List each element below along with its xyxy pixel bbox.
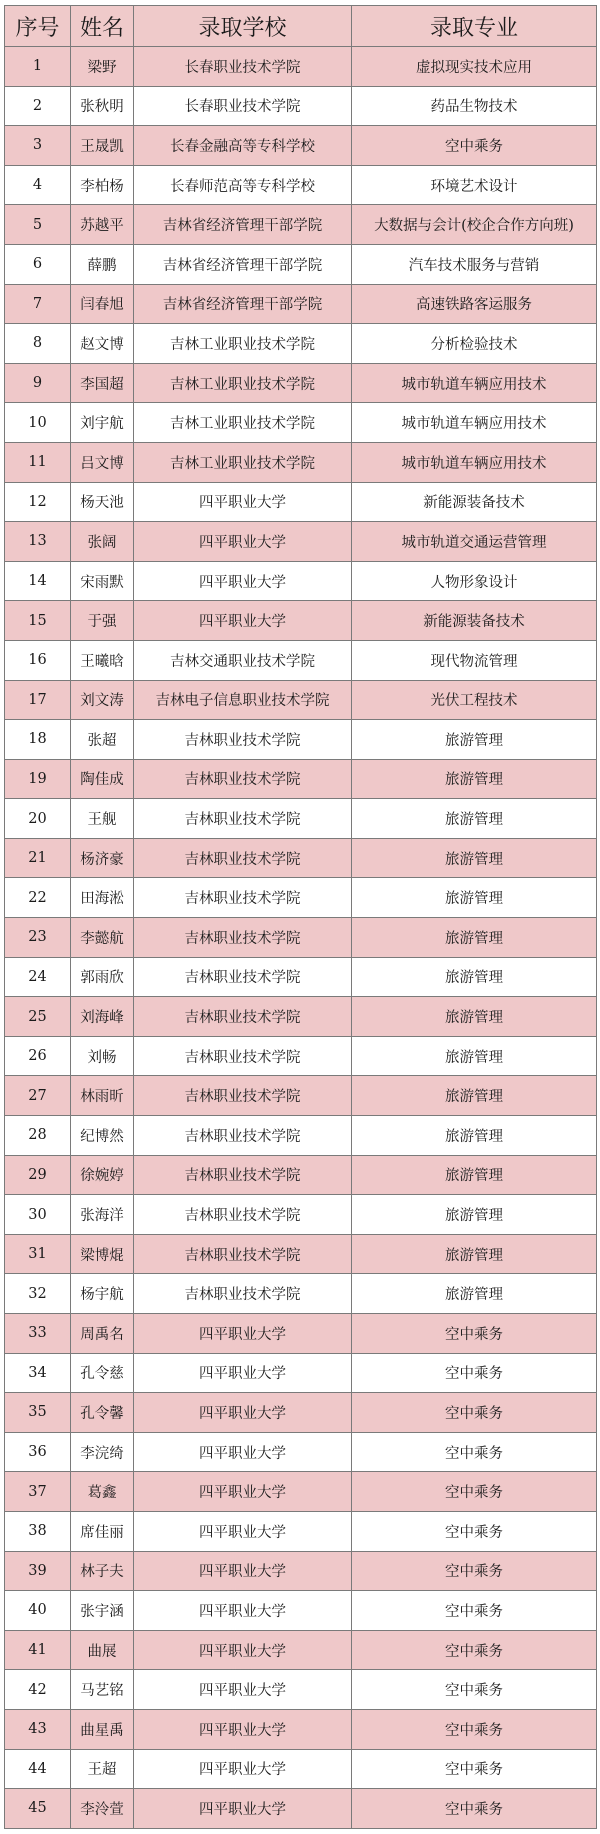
cell-name: 孔令馨 (71, 1393, 134, 1433)
cell-major: 空中乘务 (352, 1709, 597, 1749)
table-row (5, 165, 597, 205)
cell-school: 四平职业大学 (134, 1709, 352, 1749)
cell-major: 旅游管理 (352, 1155, 597, 1195)
cell-school: 吉林省经济管理干部学院 (134, 205, 352, 245)
cell-name: 王超 (71, 1749, 134, 1789)
table-row (5, 640, 597, 680)
table-row (5, 957, 597, 997)
cell-school: 四平职业大学 (134, 1630, 352, 1670)
table-row (5, 1472, 597, 1512)
cell-major: 旅游管理 (352, 1195, 597, 1235)
cell-major: 空中乘务 (352, 1393, 597, 1433)
table-row (5, 1709, 597, 1749)
cell-index: 8 (5, 324, 71, 364)
cell-school: 四平职业大学 (134, 1511, 352, 1551)
table-row (5, 601, 597, 641)
cell-major: 分析检验技术 (352, 324, 597, 364)
cell-school: 吉林职业技术学院 (134, 1116, 352, 1156)
cell-major: 空中乘务 (352, 1670, 597, 1710)
cell-name: 郭雨欣 (71, 957, 134, 997)
cell-school: 四平职业大学 (134, 522, 352, 562)
cell-school: 吉林职业技术学院 (134, 1234, 352, 1274)
cell-name: 梁野 (71, 47, 134, 87)
cell-major: 空中乘务 (352, 1551, 597, 1591)
cell-index: 11 (5, 442, 71, 482)
cell-index: 44 (5, 1749, 71, 1789)
cell-index: 43 (5, 1709, 71, 1749)
cell-major: 旅游管理 (352, 878, 597, 918)
table-row (5, 1432, 597, 1472)
cell-major: 空中乘务 (352, 1789, 597, 1829)
cell-name: 陶佳成 (71, 759, 134, 799)
cell-major: 旅游管理 (352, 1116, 597, 1156)
cell-index: 29 (5, 1155, 71, 1195)
table-row (5, 1314, 597, 1354)
cell-index: 32 (5, 1274, 71, 1314)
table-row (5, 1353, 597, 1393)
cell-school: 四平职业大学 (134, 1789, 352, 1829)
cell-index: 6 (5, 244, 71, 284)
cell-name: 李泠萱 (71, 1789, 134, 1829)
cell-school: 吉林职业技术学院 (134, 1195, 352, 1235)
table-header (5, 6, 597, 47)
cell-index: 28 (5, 1116, 71, 1156)
cell-name: 葛鑫 (71, 1472, 134, 1512)
cell-name: 张海洋 (71, 1195, 134, 1235)
table-row (5, 1393, 597, 1433)
cell-major: 旅游管理 (352, 1036, 597, 1076)
cell-name: 王曦晗 (71, 640, 134, 680)
cell-index: 41 (5, 1630, 71, 1670)
cell-school: 四平职业大学 (134, 1314, 352, 1354)
cell-name: 于强 (71, 601, 134, 641)
table-row (5, 680, 597, 720)
cell-major: 空中乘务 (352, 1591, 597, 1631)
cell-index: 2 (5, 86, 71, 126)
cell-major: 新能源装备技术 (352, 482, 597, 522)
cell-index: 7 (5, 284, 71, 324)
cell-major: 环境艺术设计 (352, 165, 597, 205)
cell-index: 38 (5, 1511, 71, 1551)
cell-index: 33 (5, 1314, 71, 1354)
table-row (5, 324, 597, 364)
cell-major: 空中乘务 (352, 1353, 597, 1393)
cell-major: 城市轨道车辆应用技术 (352, 403, 597, 443)
cell-school: 吉林交通职业技术学院 (134, 640, 352, 680)
cell-school: 四平职业大学 (134, 1591, 352, 1631)
table-row (5, 482, 597, 522)
table-row (5, 442, 597, 482)
cell-school: 四平职业大学 (134, 601, 352, 641)
cell-school: 四平职业大学 (134, 482, 352, 522)
cell-major: 旅游管理 (352, 918, 597, 958)
cell-major: 旅游管理 (352, 799, 597, 839)
cell-name: 张阔 (71, 522, 134, 562)
cell-index: 4 (5, 165, 71, 205)
cell-name: 田海淞 (71, 878, 134, 918)
cell-index: 16 (5, 640, 71, 680)
cell-name: 张秋明 (71, 86, 134, 126)
cell-index: 9 (5, 363, 71, 403)
cell-major: 旅游管理 (352, 759, 597, 799)
header-name: 姓名 (71, 6, 134, 47)
cell-index: 14 (5, 561, 71, 601)
header-row (5, 6, 597, 47)
table-row (5, 878, 597, 918)
cell-name: 周禹名 (71, 1314, 134, 1354)
cell-school: 四平职业大学 (134, 1393, 352, 1433)
cell-name: 孔令慈 (71, 1353, 134, 1393)
cell-name: 薛鹏 (71, 244, 134, 284)
cell-name: 杨济豪 (71, 838, 134, 878)
table-row (5, 1670, 597, 1710)
cell-major: 大数据与会计(校企合作方向班) (352, 205, 597, 245)
cell-name: 李浣绮 (71, 1432, 134, 1472)
cell-major: 空中乘务 (352, 1432, 597, 1472)
cell-major: 旅游管理 (352, 720, 597, 760)
table-row (5, 1116, 597, 1156)
cell-index: 3 (5, 126, 71, 166)
table-row (5, 1195, 597, 1235)
cell-school: 长春金融高等专科学校 (134, 126, 352, 166)
table-row (5, 1511, 597, 1551)
cell-major: 空中乘务 (352, 1472, 597, 1512)
cell-major: 高速铁路客运服务 (352, 284, 597, 324)
table-row (5, 918, 597, 958)
cell-name: 闫春旭 (71, 284, 134, 324)
cell-major: 药品生物技术 (352, 86, 597, 126)
cell-school: 吉林职业技术学院 (134, 1076, 352, 1116)
cell-index: 12 (5, 482, 71, 522)
cell-school: 吉林职业技术学院 (134, 799, 352, 839)
table-row (5, 1789, 597, 1829)
table-row (5, 126, 597, 166)
cell-index: 35 (5, 1393, 71, 1433)
table-row (5, 720, 597, 760)
cell-major: 旅游管理 (352, 997, 597, 1037)
cell-major: 旅游管理 (352, 1234, 597, 1274)
cell-index: 27 (5, 1076, 71, 1116)
cell-school: 吉林职业技术学院 (134, 1036, 352, 1076)
cell-school: 长春职业技术学院 (134, 86, 352, 126)
cell-school: 吉林省经济管理干部学院 (134, 284, 352, 324)
cell-school: 四平职业大学 (134, 1432, 352, 1472)
cell-name: 王舰 (71, 799, 134, 839)
cell-index: 22 (5, 878, 71, 918)
cell-name: 李国超 (71, 363, 134, 403)
cell-major: 人物形象设计 (352, 561, 597, 601)
cell-index: 26 (5, 1036, 71, 1076)
cell-major: 城市轨道车辆应用技术 (352, 442, 597, 482)
table-row (5, 244, 597, 284)
cell-name: 李懿航 (71, 918, 134, 958)
cell-school: 四平职业大学 (134, 1749, 352, 1789)
cell-name: 杨天池 (71, 482, 134, 522)
cell-index: 15 (5, 601, 71, 641)
cell-name: 马艺铭 (71, 1670, 134, 1710)
cell-school: 四平职业大学 (134, 561, 352, 601)
cell-index: 17 (5, 680, 71, 720)
table-row (5, 1036, 597, 1076)
cell-index: 10 (5, 403, 71, 443)
cell-major: 空中乘务 (352, 1630, 597, 1670)
table-row (5, 838, 597, 878)
cell-school: 吉林工业职业技术学院 (134, 403, 352, 443)
cell-major: 空中乘务 (352, 1314, 597, 1354)
cell-major: 旅游管理 (352, 1274, 597, 1314)
table-row (5, 1551, 597, 1591)
cell-name: 曲星禹 (71, 1709, 134, 1749)
cell-major: 现代物流管理 (352, 640, 597, 680)
table-row (5, 1155, 597, 1195)
cell-school: 四平职业大学 (134, 1670, 352, 1710)
cell-index: 34 (5, 1353, 71, 1393)
cell-major: 旅游管理 (352, 838, 597, 878)
cell-name: 苏越平 (71, 205, 134, 245)
table-row (5, 363, 597, 403)
cell-school: 吉林职业技术学院 (134, 997, 352, 1037)
table-row (5, 1591, 597, 1631)
cell-index: 31 (5, 1234, 71, 1274)
cell-index: 30 (5, 1195, 71, 1235)
cell-school: 长春师范高等专科学校 (134, 165, 352, 205)
cell-school: 吉林职业技术学院 (134, 720, 352, 760)
cell-school: 吉林工业职业技术学院 (134, 363, 352, 403)
cell-name: 刘海峰 (71, 997, 134, 1037)
cell-name: 刘畅 (71, 1036, 134, 1076)
admission-table (4, 5, 597, 1829)
cell-school: 吉林职业技术学院 (134, 1155, 352, 1195)
cell-school: 吉林职业技术学院 (134, 878, 352, 918)
cell-index: 18 (5, 720, 71, 760)
cell-index: 13 (5, 522, 71, 562)
header-index: 序号 (5, 6, 71, 47)
cell-school: 吉林职业技术学院 (134, 957, 352, 997)
cell-name: 刘宇航 (71, 403, 134, 443)
cell-index: 45 (5, 1789, 71, 1829)
table-row (5, 86, 597, 126)
cell-name: 梁博焜 (71, 1234, 134, 1274)
table-row (5, 1274, 597, 1314)
table-row (5, 205, 597, 245)
table-row (5, 522, 597, 562)
cell-index: 21 (5, 838, 71, 878)
cell-name: 张超 (71, 720, 134, 760)
cell-school: 吉林工业职业技术学院 (134, 324, 352, 364)
cell-name: 宋雨默 (71, 561, 134, 601)
cell-name: 杨宇航 (71, 1274, 134, 1314)
cell-index: 37 (5, 1472, 71, 1512)
cell-school: 吉林职业技术学院 (134, 759, 352, 799)
cell-name: 纪博然 (71, 1116, 134, 1156)
table-row (5, 1749, 597, 1789)
table-row (5, 997, 597, 1037)
cell-major: 旅游管理 (352, 957, 597, 997)
cell-name: 刘文涛 (71, 680, 134, 720)
cell-index: 36 (5, 1432, 71, 1472)
table-row (5, 284, 597, 324)
cell-index: 25 (5, 997, 71, 1037)
cell-index: 42 (5, 1670, 71, 1710)
cell-name: 吕文博 (71, 442, 134, 482)
cell-name: 席佳丽 (71, 1511, 134, 1551)
cell-school: 四平职业大学 (134, 1472, 352, 1512)
cell-index: 19 (5, 759, 71, 799)
cell-major: 空中乘务 (352, 1511, 597, 1551)
table-row (5, 47, 597, 87)
table-row (5, 1076, 597, 1116)
cell-major: 城市轨道交通运营管理 (352, 522, 597, 562)
table-row (5, 799, 597, 839)
cell-major: 新能源装备技术 (352, 601, 597, 641)
cell-school: 吉林职业技术学院 (134, 918, 352, 958)
cell-school: 吉林职业技术学院 (134, 1274, 352, 1314)
cell-index: 40 (5, 1591, 71, 1631)
cell-major: 空中乘务 (352, 1749, 597, 1789)
cell-index: 5 (5, 205, 71, 245)
cell-index: 1 (5, 47, 71, 87)
cell-name: 林雨昕 (71, 1076, 134, 1116)
cell-school: 吉林省经济管理干部学院 (134, 244, 352, 284)
cell-school: 四平职业大学 (134, 1551, 352, 1591)
cell-school: 吉林职业技术学院 (134, 838, 352, 878)
cell-index: 24 (5, 957, 71, 997)
cell-name: 徐婉婷 (71, 1155, 134, 1195)
cell-school: 吉林工业职业技术学院 (134, 442, 352, 482)
cell-school: 四平职业大学 (134, 1353, 352, 1393)
table-row (5, 403, 597, 443)
cell-index: 23 (5, 918, 71, 958)
cell-major: 城市轨道车辆应用技术 (352, 363, 597, 403)
table-body (5, 47, 597, 1829)
cell-index: 39 (5, 1551, 71, 1591)
cell-school: 长春职业技术学院 (134, 47, 352, 87)
table-row (5, 1234, 597, 1274)
cell-name: 曲展 (71, 1630, 134, 1670)
cell-major: 空中乘务 (352, 126, 597, 166)
cell-major: 旅游管理 (352, 1076, 597, 1116)
table-row (5, 561, 597, 601)
cell-name: 李柏杨 (71, 165, 134, 205)
cell-name: 赵文博 (71, 324, 134, 364)
cell-major: 虚拟现实技术应用 (352, 47, 597, 87)
cell-name: 王晟凯 (71, 126, 134, 166)
header-school: 录取学校 (134, 6, 352, 47)
cell-name: 林子夫 (71, 1551, 134, 1591)
cell-name: 张宇涵 (71, 1591, 134, 1631)
table-row (5, 759, 597, 799)
table-row (5, 1630, 597, 1670)
cell-school: 吉林电子信息职业技术学院 (134, 680, 352, 720)
cell-major: 光伏工程技术 (352, 680, 597, 720)
cell-index: 20 (5, 799, 71, 839)
cell-major: 汽车技术服务与营销 (352, 244, 597, 284)
header-major: 录取专业 (352, 6, 597, 47)
